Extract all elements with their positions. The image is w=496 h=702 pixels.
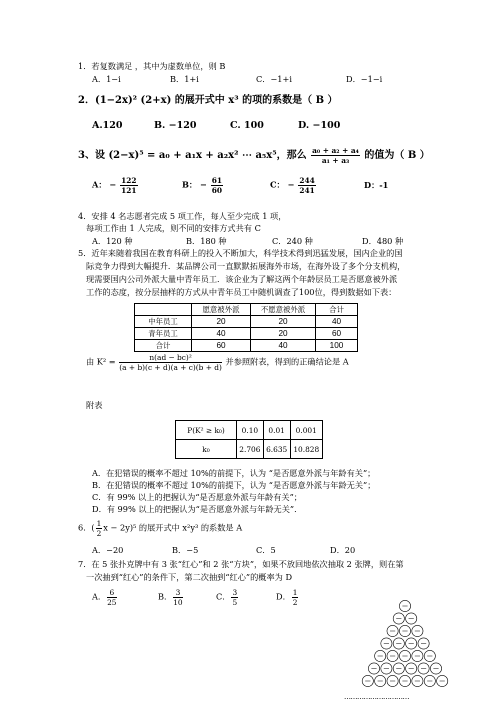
table-cell: 0.10	[237, 421, 264, 440]
table-row	[176, 421, 323, 440]
q7-option-b: B． $\frac{3}{10}$	[158, 588, 183, 607]
table-cell: 40	[251, 340, 316, 352]
q6-fraction: $\frac{1}{2}$	[96, 519, 102, 538]
table-cell: P(K² ≥ k₀)	[176, 421, 237, 440]
q5-option-d: D．有 99% 以上的把握认为“是否愿意外派与年龄无关”．	[92, 504, 303, 514]
q3-option-b: B： − $\frac{61}{60}$	[182, 176, 222, 195]
chi-square-fraction	[119, 353, 222, 372]
q1-option-c: C．−1+i	[256, 74, 293, 84]
q7-line2: 一次抽到“红心”的条件下，第二次抽到“红心”的概率为 D	[86, 572, 293, 582]
table-cell: 40	[316, 316, 358, 328]
q6-option-c: C．5	[256, 545, 276, 555]
formula-denominator: (a + b)(c + d)(a + c)(b + d)	[119, 363, 222, 372]
table-cell: 20	[192, 316, 251, 328]
table-cell: 2.706	[237, 440, 264, 459]
q5-line3: 现需要国内公司外派大量中青年员工．该企业为了解这两个年龄层员工是否愿意被外派	[86, 274, 398, 284]
q5-option-c: C．有 99% 以上的把握认为“是否愿意外派与年龄有关”；	[92, 492, 302, 502]
q2-option-d: D. −100	[298, 120, 341, 131]
q3-option-a: A： − $\frac{122}{121}$	[92, 176, 137, 195]
table-header-row	[135, 304, 358, 316]
table-cell: 20	[251, 316, 316, 328]
q5-line2: 际竞争力得到大幅提升．某品牌公司一直默默拓展海外市场，在海外设了多个分支机构，	[86, 261, 406, 271]
q5-reference-table	[175, 420, 323, 459]
table-row	[176, 440, 323, 459]
q4-option-d: D．480 种	[362, 236, 404, 246]
table-row	[135, 340, 358, 352]
q3-stem-a: 3、设 (2−x)⁵ = a₀ + a₁x + a₂x² ⋯ a₅x⁵，那么	[78, 150, 307, 161]
q6-option-b: B．−5	[172, 545, 199, 555]
q4-option-b: B．180 种	[186, 236, 227, 246]
triangle-ellipsis: …………………………	[344, 693, 409, 701]
q3-option-d: D：-1	[364, 180, 389, 190]
table-cell: 100	[316, 340, 358, 352]
table-cell: 60	[316, 328, 358, 340]
table-header-cell: 合计	[316, 304, 358, 316]
q7-option-a: A． $\frac{6}{25}$	[92, 588, 117, 607]
q5-option-a: A．在犯错误的概率不超过 10%的前提下，认为 “是否愿意外派与年龄有关”；	[92, 468, 376, 478]
q4-line1: 4．安排 4 名志愿者完成 5 项工作，每人至少完成 1 项，	[78, 211, 287, 221]
table-cell: 青年员工	[135, 328, 192, 340]
q6-option-a: A．−20	[92, 545, 124, 555]
table-cell: 合计	[135, 340, 192, 352]
formula-numerator: n(ad − bc)²	[119, 353, 222, 363]
table-cell: 0.01	[263, 421, 290, 440]
q7-line1: 7．在 5 张扑克牌中有 3 张“红心”和 2 张“方块”，如果不放回地依次抽取 2 张牌，则在第	[78, 559, 404, 569]
table-row	[135, 316, 358, 328]
formula-lhs: 由 K² =	[86, 356, 116, 367]
q5-line1: 5．近年来随着我国在教育科研上的投入不断加大，科学技术得到迅猛发展，国内企业的国	[78, 248, 403, 258]
table-cell: 6.635	[263, 440, 290, 459]
q1-option-a: A．1−i	[92, 74, 121, 84]
q4-option-a: A．120 种	[92, 236, 133, 246]
q2-option-c: C. 100	[230, 120, 264, 131]
appendix-label: 附表	[86, 400, 103, 410]
table-cell: 20	[251, 328, 316, 340]
q6-option-d: D．20	[330, 545, 356, 555]
table-cell: 10.828	[290, 440, 322, 459]
q1-stem: 1．若复数满足 ，其中为虚数单位，则 B	[78, 61, 226, 71]
q1-option-d: D．−1−i	[346, 74, 383, 84]
table-cell: 40	[192, 328, 251, 340]
table-cell: 60	[192, 340, 251, 352]
q6-stem	[78, 519, 242, 538]
q5-option-b: B．在犯错误的概率不超过 10%的前提下，认为 “是否愿意外派与年龄无关”；	[92, 480, 376, 490]
q3-stem-b: 的值为（ B ）	[364, 150, 430, 161]
q3-option-c: C： − $\frac{244}{241}$	[270, 176, 315, 195]
table-cell: 中年员工	[135, 316, 192, 328]
q2-option-b: B. −120	[154, 120, 197, 131]
q5-line4: 工作的态度，按分层抽样的方式从中青年员工中随机调查了100位，得到数据如下表：	[86, 287, 397, 297]
q4-option-c: C．240 种	[272, 236, 313, 246]
q3-stem	[78, 146, 430, 165]
q1-option-b: B．1+i	[170, 74, 199, 84]
table-header-cell: 不愿意被外派	[251, 304, 316, 316]
q3-fraction	[311, 146, 360, 165]
q7-option-d: D． $\frac{1}{2}$	[276, 588, 298, 607]
q2-option-a: A.120	[92, 120, 123, 131]
table-cell: 0.001	[290, 421, 322, 440]
q5-data-table	[134, 303, 358, 352]
q6-post: x − 2y)⁵ 的展开式中 x²y³ 的系数是 A	[103, 522, 243, 533]
q5-formula	[86, 353, 349, 372]
q7-option-c: C． $\frac{3}{5}$	[216, 588, 238, 607]
harmonic-triangle-figure	[330, 598, 480, 702]
q3-frac-num: a₀ + a₂ + a₄	[312, 146, 359, 155]
table-row	[135, 328, 358, 340]
q3-frac-den: a₁ + a₃	[321, 156, 350, 165]
q2-stem: 2．(1−2x)² (2+x) 的展开式中 x³ 的项的系数是（ B ）	[78, 95, 338, 106]
q4-line2: 每项工作由 1 人完成，则不同的安排方式共有 C	[86, 223, 261, 233]
table-header-cell	[135, 304, 192, 316]
table-header-cell: 愿意被外派	[192, 304, 251, 316]
formula-conclusion: 并参照附表，得到的正确结论是 A	[225, 356, 349, 367]
table-cell: k₀	[176, 440, 237, 459]
q6-pre: 6．(	[78, 522, 95, 533]
